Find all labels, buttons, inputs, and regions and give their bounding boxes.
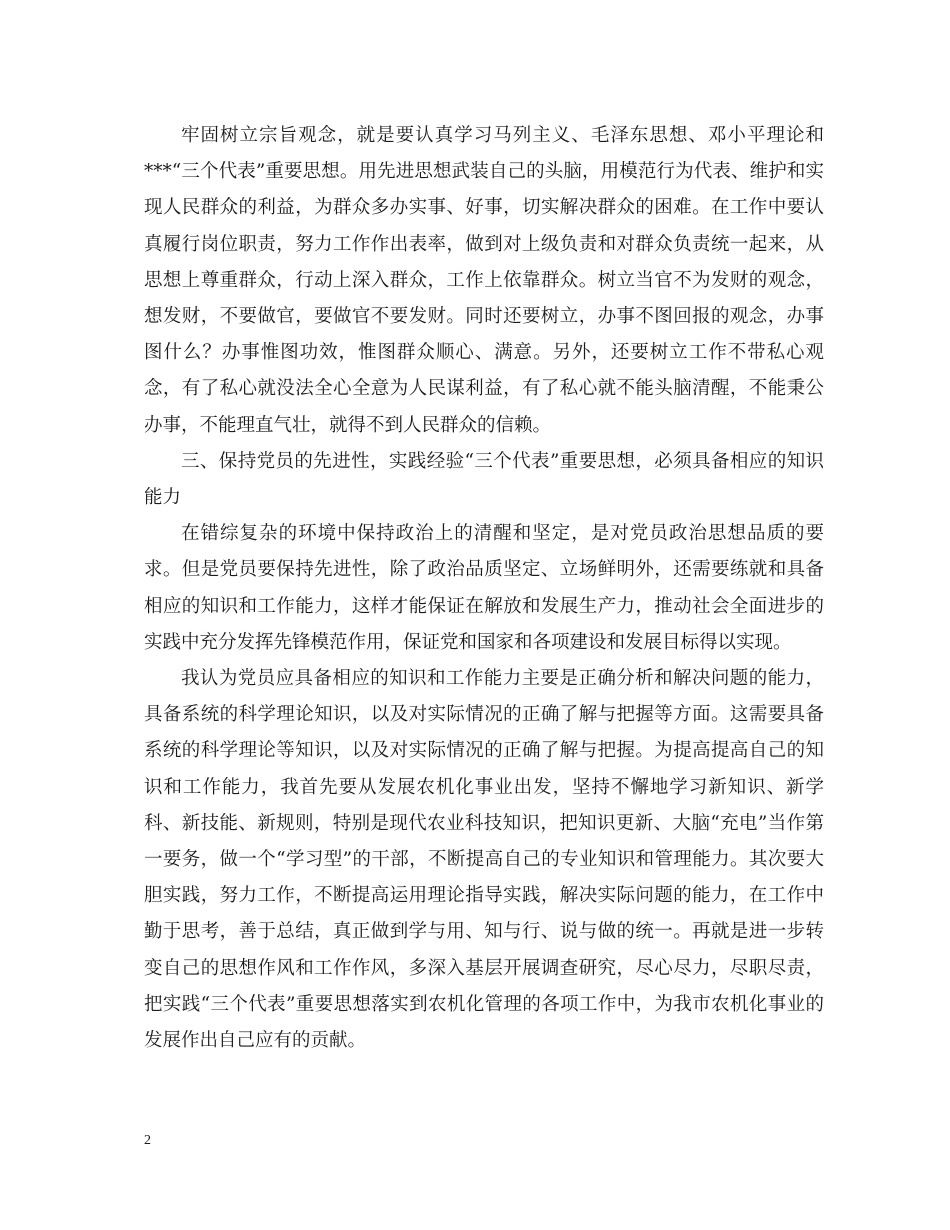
document-body bbox=[144, 118, 824, 1059]
page-number: 2 bbox=[144, 1133, 151, 1148]
paragraph-political-integrity: 在错综复杂的环境中保持政治上的清醒和坚定，是对党员政治思想品质的要求。但是党员要保持先进性，除了政治品质坚定、立场鲜明外，还需要练就和具备相应的知识和工作能力，这样才能保证在解放和发展生产力，推动社会全面进步的实践中充分发挥先锋模范作用，保证党和国家和各项建设和发展目标得以实现。 bbox=[144, 523, 824, 653]
paragraph-knowledge-ability: 我认为党员应具备相应的知识和工作能力主要是正确分析和解决问题的能力，具备系统的科学理论知识，以及对实际情况的正确了解与把握等方面。这需要具备系统的科学理论等知识，以及对实际情况的正确了解与把握。为提高提高自己的知识和工作能力，我首先要从发展农机化事业出发，坚持不懈地学习新知识、新学科、新技能、新规则，特别是现代农业科技知识，把知识更新、大脑“充电”当作第一要务，做一个“学习型”的干部，不断提高自己的专业知识和管理能力。其次要大胆实践，努力工作，不断提高运用理论指导实践，解决实际问题的能力，在工作中勤于思考，善于总结，真正做到学与用、知与行、说与做的统一。再就是进一步转变自己的思想作风和工作作风，多深入基层开展调查研究，尽心尽力，尽职尽责，把实践“三个代表”重要思想落实到农机化管理的各项工作中，为我市农机化事业的发展作出自己应有的贡献。 bbox=[144, 668, 824, 1052]
section-heading-three: 三、保持党员的先进性，实践经验“三个代表”重要思想，必须具备相应的知识能力 bbox=[144, 450, 824, 509]
paragraph-purpose-concept: 牢固树立宗旨观念，就是要认真学习马列主义、毛泽东思想、邓小平理论和***“三个代表”重要思想。用先进思想武装自己的头脑，用模范行为代表、维护和实现人民群众的利益，为群众多办实事、好事，切实解决群众的困难。在工作中要认真履行岗位职责，努力工作作出表率，做到对上级负责和对群众负责统一起来，从思想上尊重群众，行动上深入群众，工作上依靠群众。树立当官不为发财的观念，想发财，不要做官，要做官不要发财。同时还要树立，办事不图回报的观念，办事图什么？办事惟图功效，惟图群众顺心、满意。另外，还要树立工作不带私心观念，有了私心就没法全心全意为人民谋利益，有了私心就不能头脑清醒，不能秉公办事，不能理直气壮，就得不到人民群众的信赖。 bbox=[144, 125, 824, 436]
